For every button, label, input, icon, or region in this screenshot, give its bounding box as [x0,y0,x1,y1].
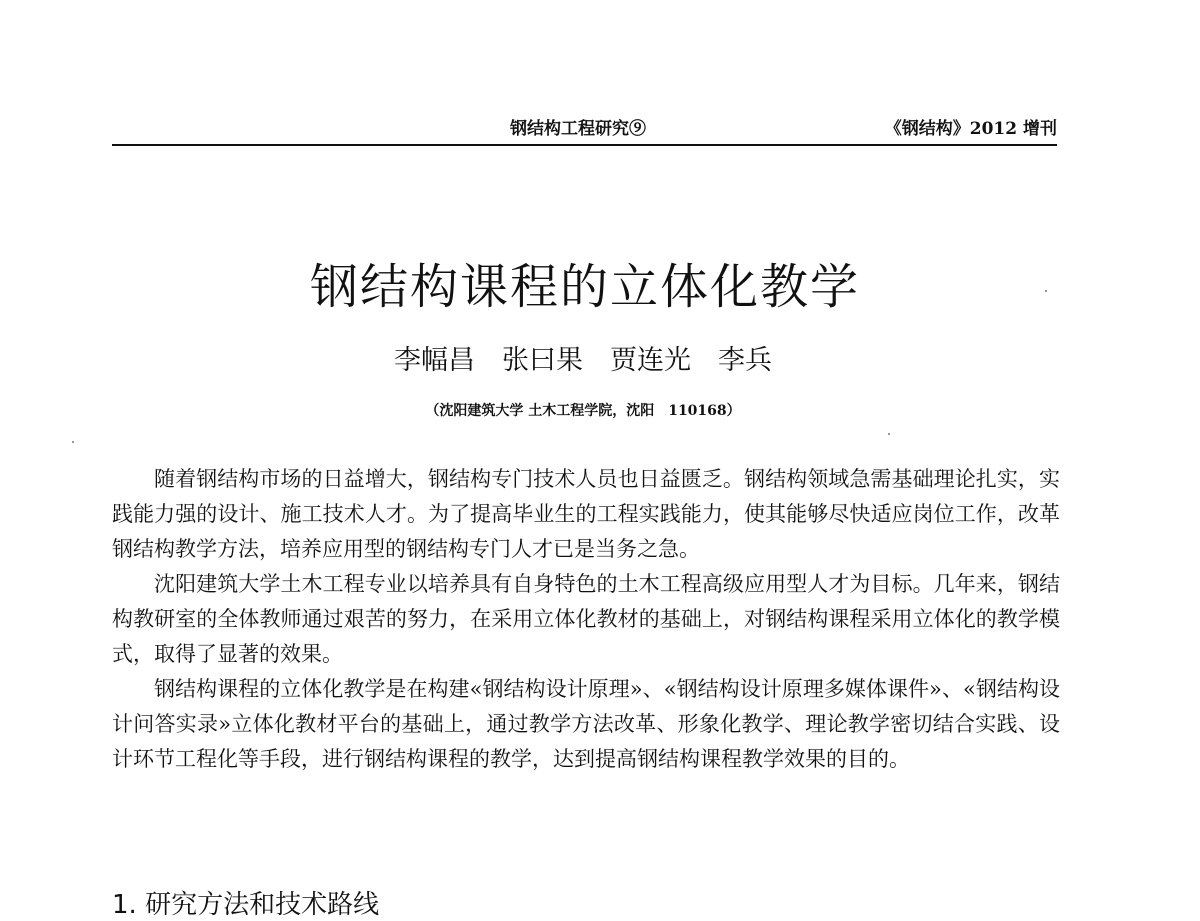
header-journal-issue: 《钢结构》2012 增刊 [884,119,1057,139]
header-rule [112,144,1057,146]
body-paragraph: 沈阳建筑大学土木工程专业以培养具有自身特色的土木工程高级应用型人才为目标。几年来，钢结构教研室的全体教师通过艰苦的努力，在采用立体化教材的基础上，对钢结构课程采用立体化的教学模式，取得了显著的效果。 [112,572,1060,666]
header-series-title: 钢结构工程研究⑨ [510,119,646,139]
article-title: 钢结构课程的立体化教学 [309,259,860,316]
scan-speck [72,441,74,443]
author-affiliation: （沈阳建筑大学 土木工程学院，沈阳 110168） [425,403,741,419]
body-paragraph: 钢结构课程的立体化教学是在构建«钢结构设计原理»、«钢结构设计原理多媒体课件»、«钢结构设计问答实录»立体化教材平台的基础上，通过教学方法改革、形象化教学、理论教学密切结合实践、设计环节工程化等手段，进行钢结构课程的教学，达到提高钢结构课程教学效果的目的。 [112,677,1060,771]
scan-speck [888,433,890,435]
article-body [112,462,1060,777]
author-list: 李幅昌 张曰果 贾连光 李兵 [394,345,772,376]
section-heading: 1. 研究方法和技术路线 [112,889,380,920]
scan-speck [1045,290,1047,292]
body-paragraph: 随着钢结构市场的日益增大，钢结构专门技术人员也日益匮乏。钢结构领域急需基础理论扎实，实践能力强的设计、施工技术人才。为了提高毕业生的工程实践能力，使其能够尽快适应岗位工作，改革钢结构教学方法，培养应用型的钢结构专门人才已是当务之急。 [112,467,1060,561]
running-header [112,112,1057,142]
